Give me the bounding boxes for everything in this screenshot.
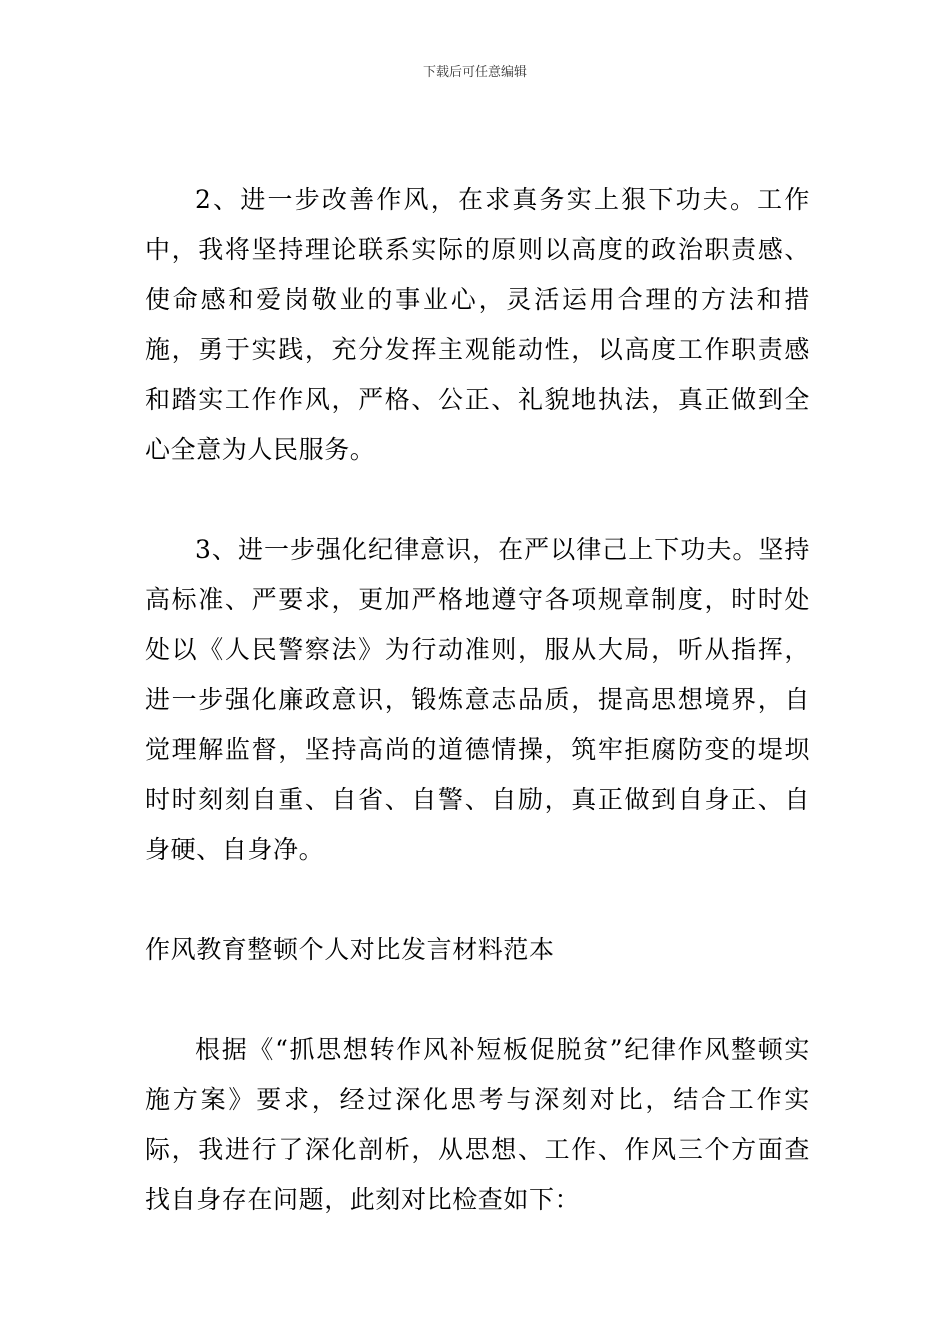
section-title: 作风教育整顿个人对比发言材料范本 — [145, 935, 555, 964]
paragraph-intro: 根据《“抓思想转作风补短板促脱贫”纪律作风整顿实施方案》要求，经过深化思考与深刻对比，结合工作实际，我进行了深化剖析，从思想、工作、作风三个方面查找自身存在问题，此刻对比检查如下： — [145, 1035, 810, 1214]
page-header: 下载后可任意编辑 — [422, 65, 527, 80]
paragraph-improve-work-style: 2、进一步改善作风，在求真务实上狠下功夫。工作中，我将坚持理论联系实际的原则以高度的政治职责感、使命感和爱岗敬业的事业心，灵活运用合理的方法和措施，勇于实践，充分发挥主观能动性，以高度工作职责感和踏实工作作风，严格、公正、礼貌地执法，真正做到全心全意为人民服务。 — [145, 185, 810, 464]
document-body — [145, 175, 810, 1225]
paragraph-strengthen-discipline: 3、进一步强化纪律意识，在严以律己上下功夫。坚持高标准、严要求，更加严格地遵守各项规章制度，时时处处以《人民警察法》为行动准则，服从大局，听从指挥，进一步强化廉政意识，锻炼意志品质，提高思想境界，自觉理解监督，坚持高尚的道德情操，筑牢拒腐防变的堤坝时时刻刻自重、自省、自警、自励，真正做到自身正、自身硬、自身净。 — [145, 535, 810, 864]
